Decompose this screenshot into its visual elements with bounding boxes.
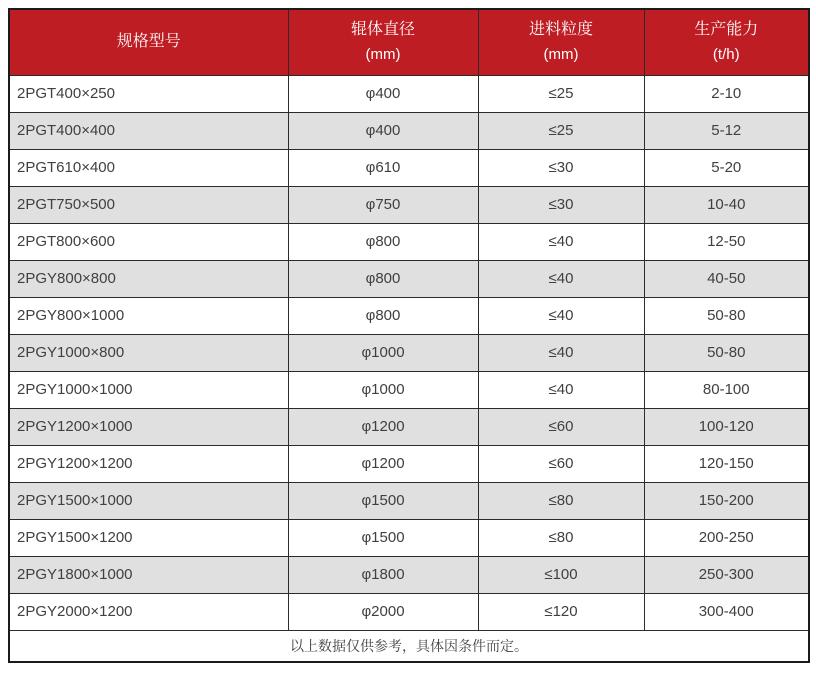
model-cell: 2PGY1800×1000 bbox=[9, 556, 288, 593]
table-row bbox=[9, 556, 809, 593]
diameter-cell: φ1200 bbox=[288, 408, 478, 445]
feed-size-cell: ≤40 bbox=[478, 223, 644, 260]
model-cell: 2PGY1500×1200 bbox=[9, 519, 288, 556]
header-capacity bbox=[644, 9, 809, 75]
feed-size-cell: ≤60 bbox=[478, 408, 644, 445]
feed-size-cell: ≤40 bbox=[478, 334, 644, 371]
feed-size-cell: ≤40 bbox=[478, 260, 644, 297]
capacity-cell: 2-10 bbox=[644, 75, 809, 112]
diameter-cell: φ400 bbox=[288, 112, 478, 149]
model-cell: 2PGY1200×1000 bbox=[9, 408, 288, 445]
diameter-cell: φ400 bbox=[288, 75, 478, 112]
table-row bbox=[9, 334, 809, 371]
header-capacity-title: 生产能力 bbox=[694, 21, 759, 39]
diameter-cell: φ1500 bbox=[288, 482, 478, 519]
capacity-cell: 12-50 bbox=[644, 223, 809, 260]
header-roller-diameter bbox=[288, 9, 478, 75]
feed-size-cell: ≤40 bbox=[478, 297, 644, 334]
table-row bbox=[9, 593, 809, 630]
capacity-cell: 50-80 bbox=[644, 334, 809, 371]
header-feed-size-title: 进料粒度 bbox=[528, 21, 593, 39]
diameter-cell: φ1000 bbox=[288, 371, 478, 408]
footer-row bbox=[9, 630, 809, 662]
table-row bbox=[9, 371, 809, 408]
feed-size-cell: ≤30 bbox=[478, 149, 644, 186]
header-roller-diameter-title: 辊体直径 bbox=[350, 21, 415, 39]
feed-size-cell: ≤30 bbox=[478, 186, 644, 223]
header-spec-model-title: 规格型号 bbox=[116, 33, 181, 51]
spec-table bbox=[8, 8, 810, 663]
header-row bbox=[9, 9, 809, 75]
feed-size-cell: ≤25 bbox=[478, 112, 644, 149]
model-cell: 2PGT610×400 bbox=[9, 149, 288, 186]
footer-note: 以上数据仅供参考，具体因条件而定。 bbox=[9, 630, 809, 662]
model-cell: 2PGY800×800 bbox=[9, 260, 288, 297]
capacity-cell: 100-120 bbox=[644, 408, 809, 445]
model-cell: 2PGY1200×1200 bbox=[9, 445, 288, 482]
table-row bbox=[9, 186, 809, 223]
header-spec-model bbox=[9, 9, 288, 75]
capacity-cell: 200-250 bbox=[644, 519, 809, 556]
diameter-cell: φ1200 bbox=[288, 445, 478, 482]
model-cell: 2PGT400×250 bbox=[9, 75, 288, 112]
feed-size-cell: ≤40 bbox=[478, 371, 644, 408]
model-cell: 2PGY1000×1000 bbox=[9, 371, 288, 408]
feed-size-cell: ≤100 bbox=[478, 556, 644, 593]
feed-size-cell: ≤80 bbox=[478, 482, 644, 519]
model-cell: 2PGT400×400 bbox=[9, 112, 288, 149]
header-roller-diameter-unit: (mm) bbox=[365, 46, 401, 64]
capacity-cell: 300-400 bbox=[644, 593, 809, 630]
model-cell: 2PGY800×1000 bbox=[9, 297, 288, 334]
diameter-cell: φ2000 bbox=[288, 593, 478, 630]
table-row bbox=[9, 519, 809, 556]
header-capacity-unit: (t/h) bbox=[712, 46, 740, 64]
diameter-cell: φ800 bbox=[288, 223, 478, 260]
capacity-cell: 10-40 bbox=[644, 186, 809, 223]
diameter-cell: φ1500 bbox=[288, 519, 478, 556]
header-feed-size-unit: (mm) bbox=[543, 46, 579, 64]
table-body bbox=[9, 75, 809, 630]
table-row bbox=[9, 408, 809, 445]
table-row bbox=[9, 223, 809, 260]
feed-size-cell: ≤25 bbox=[478, 75, 644, 112]
table-row bbox=[9, 297, 809, 334]
model-cell: 2PGY2000×1200 bbox=[9, 593, 288, 630]
table-row bbox=[9, 260, 809, 297]
feed-size-cell: ≤60 bbox=[478, 445, 644, 482]
diameter-cell: φ800 bbox=[288, 260, 478, 297]
model-cell: 2PGY1000×800 bbox=[9, 334, 288, 371]
feed-size-cell: ≤120 bbox=[478, 593, 644, 630]
model-cell: 2PGT800×600 bbox=[9, 223, 288, 260]
capacity-cell: 150-200 bbox=[644, 482, 809, 519]
model-cell: 2PGT750×500 bbox=[9, 186, 288, 223]
table-header bbox=[9, 9, 809, 75]
diameter-cell: φ610 bbox=[288, 149, 478, 186]
diameter-cell: φ1000 bbox=[288, 334, 478, 371]
diameter-cell: φ1800 bbox=[288, 556, 478, 593]
capacity-cell: 50-80 bbox=[644, 297, 809, 334]
model-cell: 2PGY1500×1000 bbox=[9, 482, 288, 519]
diameter-cell: φ750 bbox=[288, 186, 478, 223]
feed-size-cell: ≤80 bbox=[478, 519, 644, 556]
header-feed-size bbox=[478, 9, 644, 75]
diameter-cell: φ800 bbox=[288, 297, 478, 334]
capacity-cell: 120-150 bbox=[644, 445, 809, 482]
table-row bbox=[9, 482, 809, 519]
table-footer bbox=[9, 630, 809, 662]
capacity-cell: 250-300 bbox=[644, 556, 809, 593]
capacity-cell: 5-20 bbox=[644, 149, 809, 186]
capacity-cell: 80-100 bbox=[644, 371, 809, 408]
capacity-cell: 40-50 bbox=[644, 260, 809, 297]
capacity-cell: 5-12 bbox=[644, 112, 809, 149]
table-row bbox=[9, 149, 809, 186]
table-row bbox=[9, 112, 809, 149]
table-row bbox=[9, 445, 809, 482]
table-row bbox=[9, 75, 809, 112]
